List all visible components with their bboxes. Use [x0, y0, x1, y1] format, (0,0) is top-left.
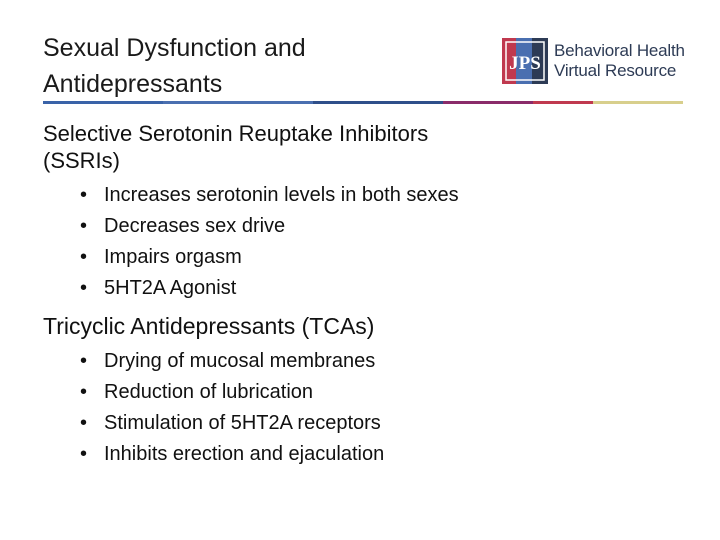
jps-logo-mark-icon: [502, 38, 548, 84]
list-item-text: Increases serotonin levels in both sexes: [104, 184, 459, 206]
slide-title-line-2: Antidepressants: [43, 70, 223, 98]
section-heading-ssris-line-1: Selective Serotonin Reuptake Inhibitors: [43, 121, 429, 146]
logo-text-line-2: Virtual Resource: [554, 61, 677, 80]
logo-text-line-1: Behavioral Health: [554, 41, 685, 60]
bullet-icon: •: [80, 350, 88, 372]
list-item: [43, 346, 683, 377]
list-item-text: Decreases sex drive: [104, 215, 286, 237]
bullet-icon: •: [80, 246, 88, 268]
list-item: [43, 242, 683, 273]
bullet-icon: •: [80, 412, 88, 434]
list-item-text: Stimulation of 5HT2A receptors: [104, 412, 381, 434]
bullet-icon: •: [80, 184, 88, 206]
section-heading-tcas-line-1: Tricyclic Antidepressants (TCAs): [43, 313, 375, 339]
list-item: [43, 408, 683, 439]
section-heading-ssris-line-2: (SSRIs): [43, 148, 120, 173]
list-item: [43, 180, 683, 211]
list-item-text: Inhibits erection and ejaculation: [104, 443, 385, 465]
behavioral-health-logo: [502, 38, 692, 84]
bullet-list-ssris: [43, 180, 683, 304]
list-item-text: Drying of mucosal membranes: [104, 350, 376, 372]
section-heading-ssris: [43, 120, 683, 174]
svg-text:JPS: JPS: [509, 53, 541, 74]
bullet-list-tcas: [43, 346, 683, 470]
section-heading-tcas: [43, 313, 683, 340]
bullet-icon: •: [80, 443, 88, 465]
logo-text: [554, 41, 685, 81]
bullet-icon: •: [80, 215, 88, 237]
list-item: [43, 439, 683, 470]
list-item: [43, 273, 683, 304]
bullet-icon: •: [80, 277, 88, 299]
list-item-text: Impairs orgasm: [104, 246, 242, 268]
list-item-text: 5HT2A Agonist: [104, 277, 237, 299]
slide-title-line-1: Sexual Dysfunction and: [43, 34, 306, 62]
slide-body: [43, 120, 683, 470]
list-item-text: Reduction of lubrication: [104, 381, 314, 403]
slide-title: [43, 30, 463, 102]
title-divider: [43, 101, 683, 104]
list-item: [43, 377, 683, 408]
bullet-icon: •: [80, 381, 88, 403]
list-item: [43, 211, 683, 242]
